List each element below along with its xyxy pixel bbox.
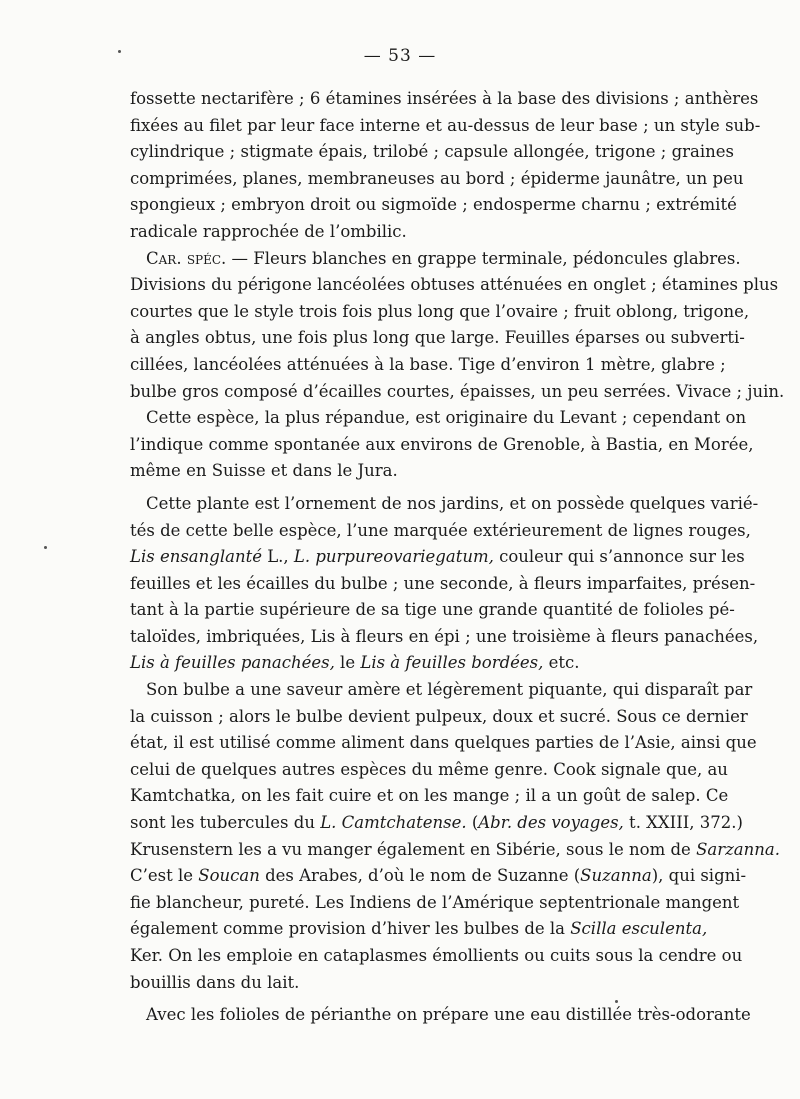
text-line: également comme provision d’hiver les bulbes de la Scilla esculenta, — [130, 919, 708, 939]
text-line: Cette plante est l’ornement de nos jardins, et on possède quelques varié- — [146, 493, 759, 513]
text-line: courtes que le style trois fois plus long que l’ovaire ; fruit oblong, trigone, — [130, 301, 750, 321]
text-line: Kamtchatka, on les fait cuire et on les mange ; il a un goût de salep. Ce — [130, 786, 729, 806]
text-line: Ker. On les emploie en cataplasmes émollients ou cuits sous la cendre ou — [130, 946, 743, 965]
text-line: feuilles et les écailles du bulbe ; une seconde, à fleurs imparfaites, présen- — [130, 573, 756, 593]
text-line: fixées au filet par leur face interne et au-dessus de leur base ; un style sub- — [130, 115, 761, 135]
text-line: radicale rapprochée de l’ombilic. — [130, 221, 407, 241]
text-line: taloïdes, imbriquées, Lis à fleurs en épi ; une troisième à fleurs panachées, — [130, 626, 759, 646]
text-line: sont les tubercules du L. Camtchatense. (Abr. des voyages, t. XXIII, 372.) — [130, 813, 743, 833]
text-line: Car. spéc. — Fleurs blanches en grappe terminale, pédoncules glabres. — [146, 248, 741, 268]
text-line: bulbe gros composé d’écailles courtes, épaisses, un peu serrées. Vivace ; juin. — [130, 381, 785, 401]
text-line: cillées, lancéolées atténuées à la base. Tige d’environ 1 mètre, glabre ; — [130, 354, 726, 374]
text-line: Son bulbe a une saveur amère et légèrement piquante, qui disparaît par — [146, 680, 753, 700]
text-line: Lis à feuilles panachées, le Lis à feuilles bordées, etc. — [130, 653, 580, 673]
text-line: tés de cette belle espèce, l’une marquée extérieurement de lignes rouges, — [130, 520, 751, 540]
text-line: Lis ensanglanté L., L. purpureovariegatum, couleur qui s’annonce sur les — [130, 547, 745, 567]
text-line: à angles obtus, une fois plus long que large. Feuilles éparses ou subverti- — [130, 328, 745, 348]
print-speck — [118, 50, 121, 53]
text-line: la cuisson ; alors le bulbe devient pulpeux, doux et sucré. Sous ce dernier — [130, 706, 748, 726]
text-line: comprimées, planes, membraneuses au bord ; épiderme jaunâtre, un peu — [130, 168, 744, 188]
text-line: Krusenstern les a vu manger également en Sibérie, sous le nom de Sarzanna. — [130, 839, 780, 859]
text-line: état, il est utilisé comme aliment dans quelques parties de l’Asie, ainsi que — [130, 733, 757, 753]
print-speck — [44, 546, 47, 549]
text-line: fossette nectarifère ; 6 étamines insérées à la base des divisions ; anthères — [130, 89, 759, 108]
text-line: spongieux ; embryon droit ou sigmoïde ; endosperme charnu ; extrémité — [130, 195, 737, 215]
text-line: celui de quelques autres espèces du même genre. Cook signale que, au — [130, 759, 728, 779]
body-text — [130, 86, 785, 1029]
text-line: Cette espèce, la plus répandue, est originaire du Levant ; cependant on — [146, 408, 747, 428]
text-line: bouillis dans du lait. — [130, 972, 300, 992]
text-line: fie blancheur, pureté. Les Indiens de l’Amérique septentrionale mangent — [130, 892, 740, 912]
text-line: cylindrique ; stigmate épais, trilobé ; capsule allongée, trigone ; graines — [130, 142, 735, 162]
text-line: C’est le Soucan des Arabes, d’où le nom de Suzanne (Suzanna), qui signi- — [130, 866, 747, 886]
text-line: tant à la partie supérieure de sa tige une grande quantité de folioles pé- — [130, 600, 735, 620]
text-line: l’indique comme spontanée aux environs de Grenoble, à Bastia, en Morée, — [130, 434, 754, 454]
text-line: Avec les folioles de périanthe on prépare une eau distillée très-odorante — [146, 1005, 751, 1025]
text-line: même en Suisse et dans le Jura. — [130, 461, 398, 481]
print-speck — [615, 1000, 618, 1003]
text-line: Divisions du périgone lancéolées obtuses atténuées en onglet ; étamines plus — [130, 275, 779, 295]
page-number: — 53 — — [363, 46, 437, 66]
